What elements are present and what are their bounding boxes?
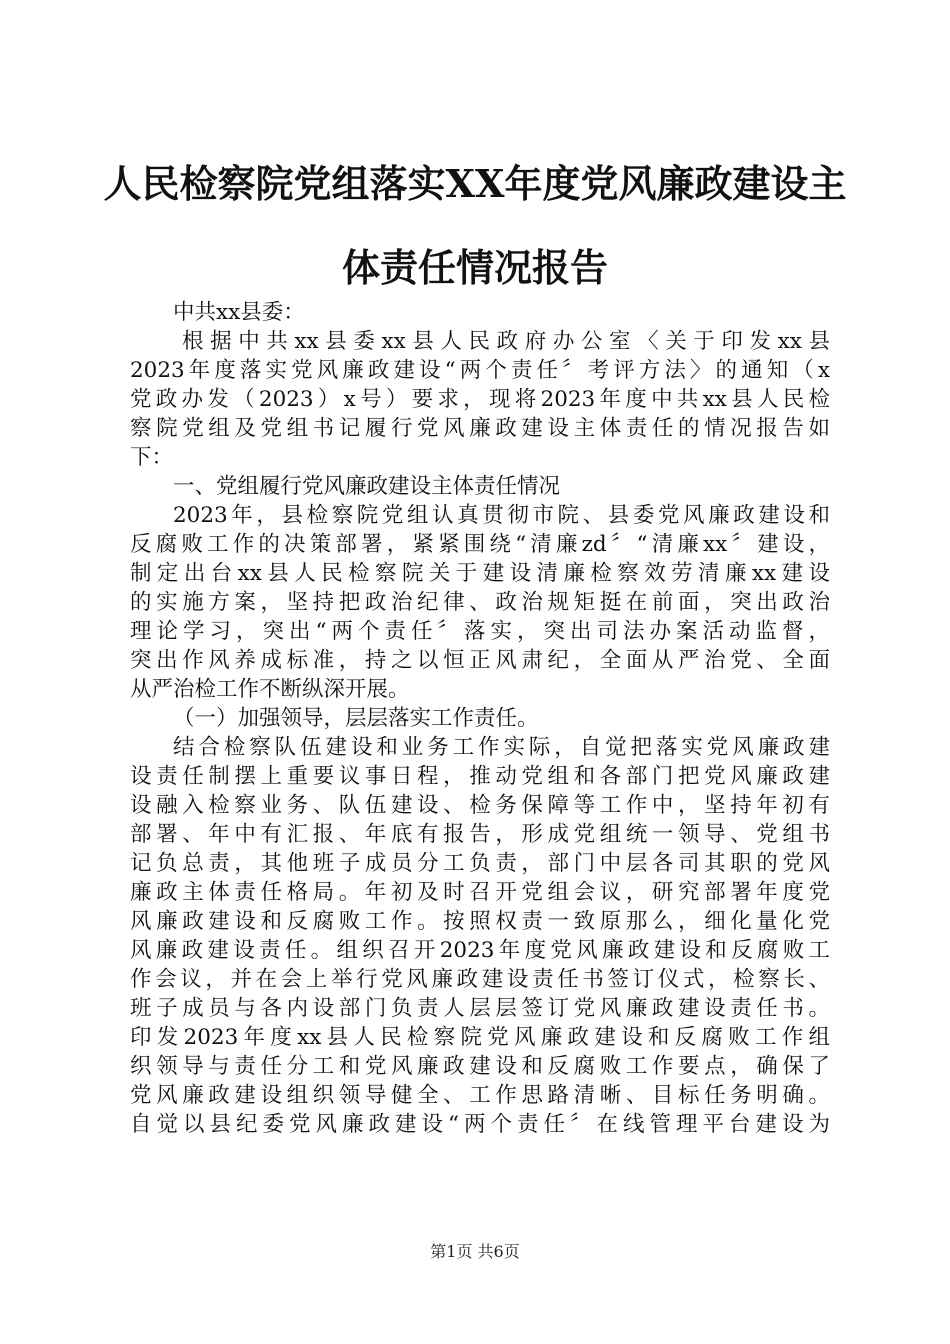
salutation: 中共xx县委： (173, 300, 305, 325)
paragraph-line: 2023年，县检察院党组认真贯彻市院、县委党风廉政建设和 (173, 503, 830, 528)
paragraph-line: 设责任制摆上重要议事日程，推动党组和各部门把党风廉政建 (130, 764, 830, 789)
paragraph-line: 印发2023年度xx县人民检察院党风廉政建设和反腐败工作组 (130, 1025, 830, 1050)
paragraph-line: 织领导与责任分工和党风廉政建设和反腐败工作要点，确保了 (130, 1054, 830, 1079)
paragraph-line: 部署、年中有汇报、年底有报告，形成党组统一领导、党组书 (130, 822, 830, 847)
document-body (130, 298, 830, 1139)
paragraph-line: 理论学习，突出“两个责任〞落实，突出司法办案活动监督， (130, 619, 830, 644)
page-footer: 第1页 共6页 (430, 1242, 520, 1261)
paragraph-line: 作会议，并在会上举行党风廉政建设责任书签订仪式，检察长、 (130, 967, 830, 992)
paragraph-line: 党风廉政建设组织领导健全、工作思路清晰、目标任务明确。 (130, 1083, 830, 1108)
section-heading: 一、党组履行党风廉政建设主体责任情况 (173, 474, 561, 499)
paragraph-line: 从严治检工作不断纵深开展。 (130, 677, 410, 702)
paragraph-line: 反腐败工作的决策部署，紧紧围绕“清廉zd〞“清廉xx〞建设， (130, 532, 830, 557)
intro-line: 根据中共xx县委xx县人民政府办公室〈关于印发xx县 (182, 329, 830, 354)
document-title-line-2: 体责任情况报告 (341, 245, 608, 290)
paragraph-line: 自觉以县纪委党风廉政建设“两个责任〞在线管理平台建设为 (130, 1112, 830, 1137)
paragraph-line: 设融入检察业务、队伍建设、检务保障等工作中，坚持年初有 (130, 793, 830, 818)
paragraph-line: 的实施方案，坚持把政治纪律、政治规矩挺在前面，突出政治 (130, 590, 830, 615)
intro-line: 察院党组及党组书记履行党风廉政建设主体责任的情况报告如 (130, 416, 830, 441)
paragraph-line: 突出作风养成标准，持之以恒正风肃纪，全面从严治党、全面 (130, 648, 830, 673)
document-title-line-1: 人民检察院党组落实XX年度党风廉政建设主 (103, 161, 847, 206)
paragraph-line: 班子成员与各内设部门负责人层层签订党风廉政建设责任书。 (130, 996, 830, 1021)
intro-line: 下： (130, 445, 174, 470)
intro-line: 党政办发（2023）x号）要求，现将2023年度中共xx县人民检 (130, 387, 830, 412)
paragraph-line: 记负总责，其他班子成员分工负责，部门中层各司其职的党风 (130, 851, 830, 876)
subsection-heading: （一）加强领导，层层落实工作责任。 (173, 706, 539, 731)
paragraph-line: 制定出台xx县人民检察院关于建设清廉检察效劳清廉xx建设 (130, 561, 830, 586)
paragraph-line: 廉政主体责任格局。年初及时召开党组会议，研究部署年度党 (130, 880, 830, 905)
paragraph-line: 结合检察队伍建设和业务工作实际，自觉把落实党风廉政建 (173, 735, 830, 760)
paragraph-line: 风廉政建设责任。组织召开2023年度党风廉政建设和反腐败工 (130, 938, 830, 963)
paragraph-line: 风廉政建设和反腐败工作。按照权责一致原那么，细化量化党 (130, 909, 830, 934)
intro-line: 2023年度落实党风廉政建设“两个责任〞考评方法〉的通知（x (130, 358, 830, 383)
